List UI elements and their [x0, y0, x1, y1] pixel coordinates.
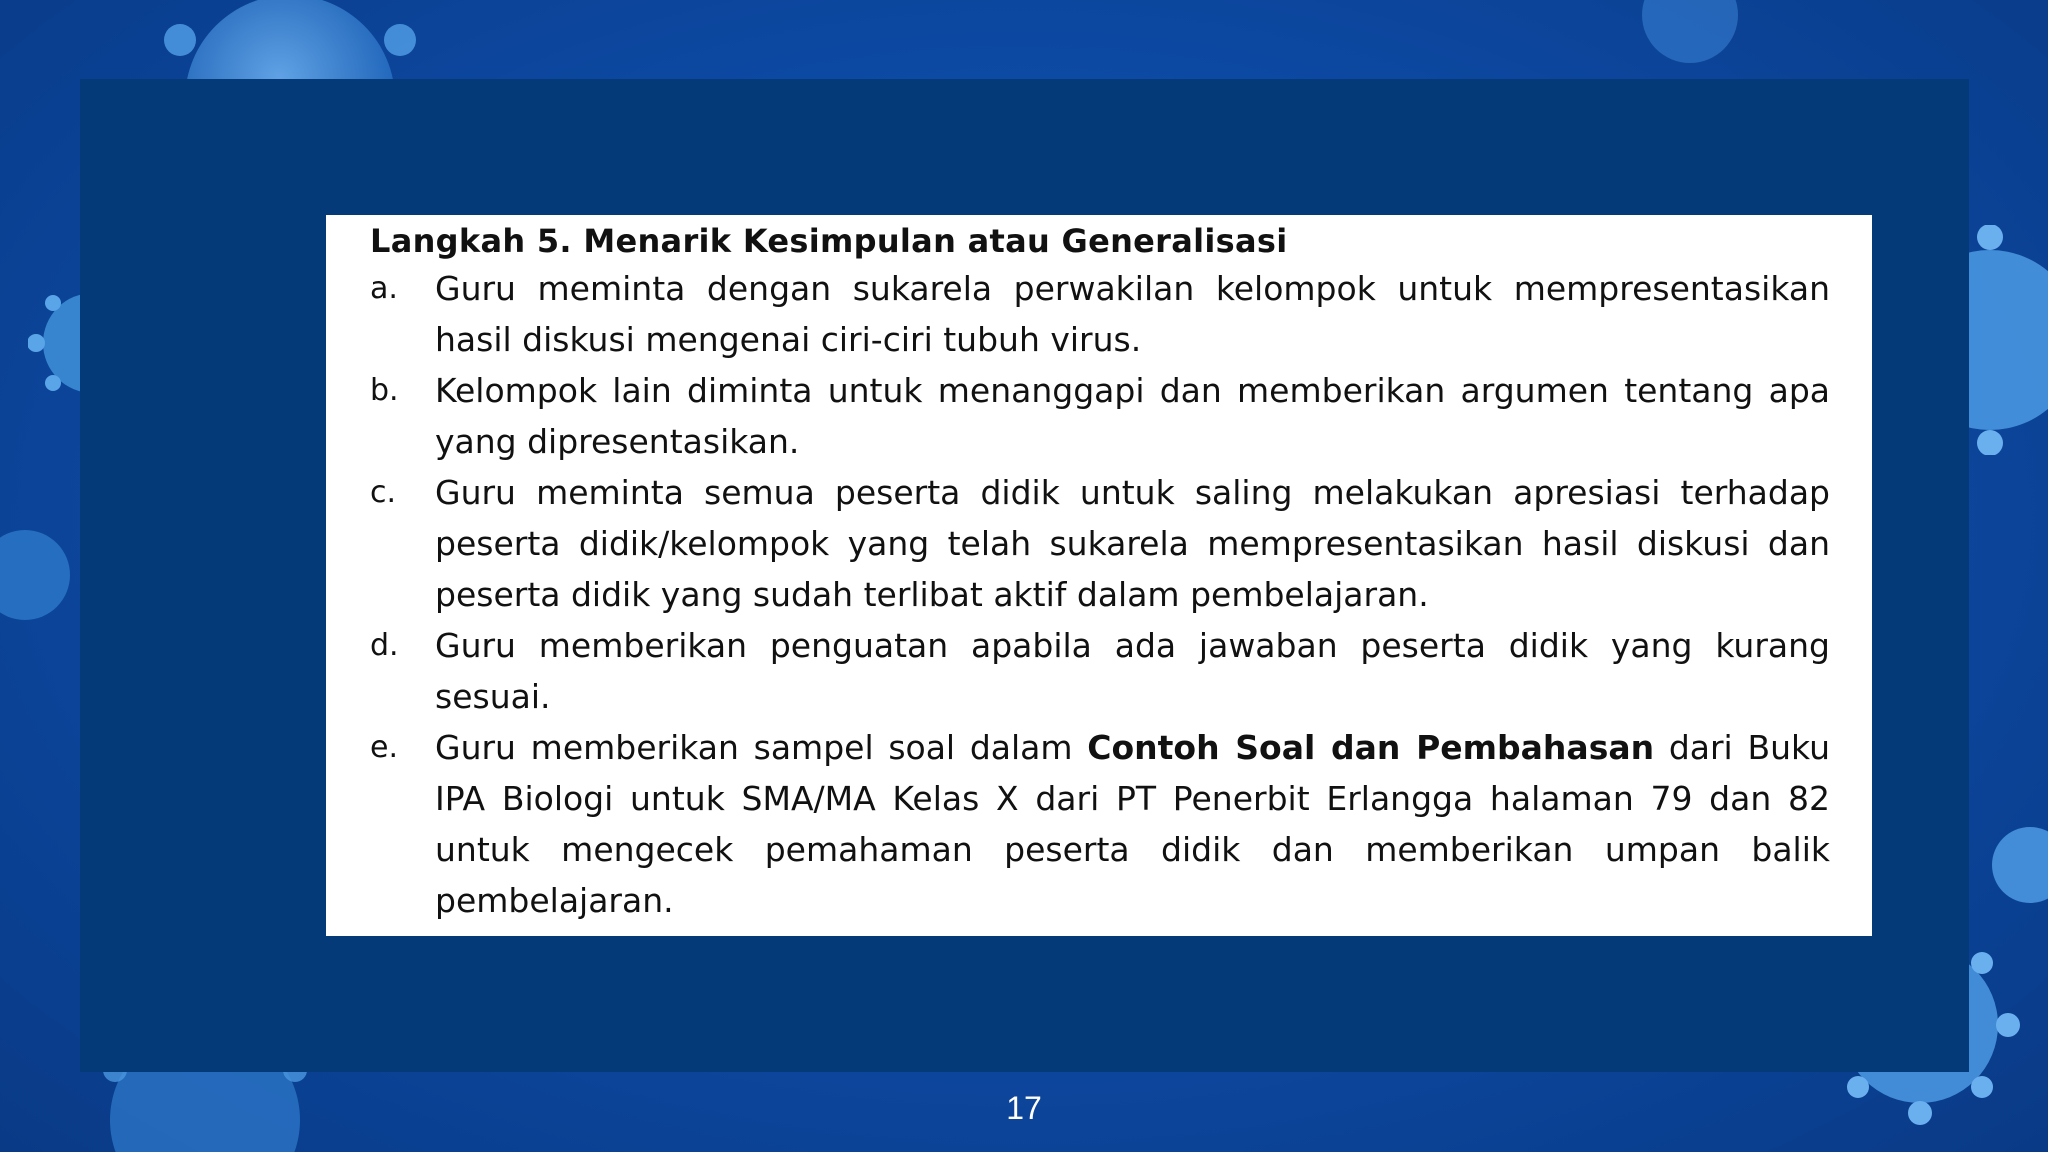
- list-item-text-after: dari Buku IPA Biologi untuk SMA/MA Kelas X dari PT Penerbit Erlangga halaman 79 dan 82 untuk mengecek pemahaman peserta didik dan memberikan umpan balik pembelajaran.: [435, 728, 1831, 920]
- text-card: [326, 215, 1872, 936]
- list-marker: e.: [370, 730, 398, 765]
- list-marker: b.: [370, 373, 399, 408]
- page-number: 17: [1006, 1090, 1042, 1126]
- list-item-text: Guru memberikan penguatan apabila ada jawaban peserta didik yang kurang sesuai.: [435, 626, 1830, 716]
- list-item-text: Guru meminta semua peserta didik untuk saling melakukan apresiasi terhadap peserta didik/kelompok yang telah sukarela mempresentasikan hasil diskusi dan peserta didik yang sudah terlibat aktif dalam pembelajaran.: [435, 473, 1830, 614]
- list-item: [370, 365, 1830, 467]
- list-item: [370, 620, 1830, 722]
- list-marker: a.: [370, 271, 398, 306]
- list-marker: c.: [370, 475, 397, 510]
- list-item: [370, 722, 1830, 926]
- step-heading: Langkah 5. Menarik Kesimpulan atau Generalisasi: [370, 222, 1288, 260]
- list-marker: d.: [370, 628, 399, 663]
- list-item-text: Guru meminta dengan sukarela perwakilan kelompok untuk mempresentasikan hasil diskusi mengenai ciri-ciri tubuh virus.: [435, 269, 1830, 359]
- book-section-title: Contoh Soal dan Pembahasan: [1087, 728, 1655, 767]
- virus-decoration-left-lower-icon: [0, 520, 80, 630]
- list-item: [370, 263, 1830, 365]
- virus-decoration-right-small-icon: [1985, 815, 2048, 915]
- list-item-text: Kelompok lain diminta untuk menanggapi dan memberikan argumen tentang apa yang dipresentasikan.: [435, 371, 1830, 461]
- list-item-text: [435, 722, 1830, 926]
- virus-decoration-top-right-icon: [1630, 0, 1750, 70]
- list-item: [370, 467, 1830, 620]
- list-item-text-before: Guru memberikan sampel soal dalam: [435, 728, 1088, 767]
